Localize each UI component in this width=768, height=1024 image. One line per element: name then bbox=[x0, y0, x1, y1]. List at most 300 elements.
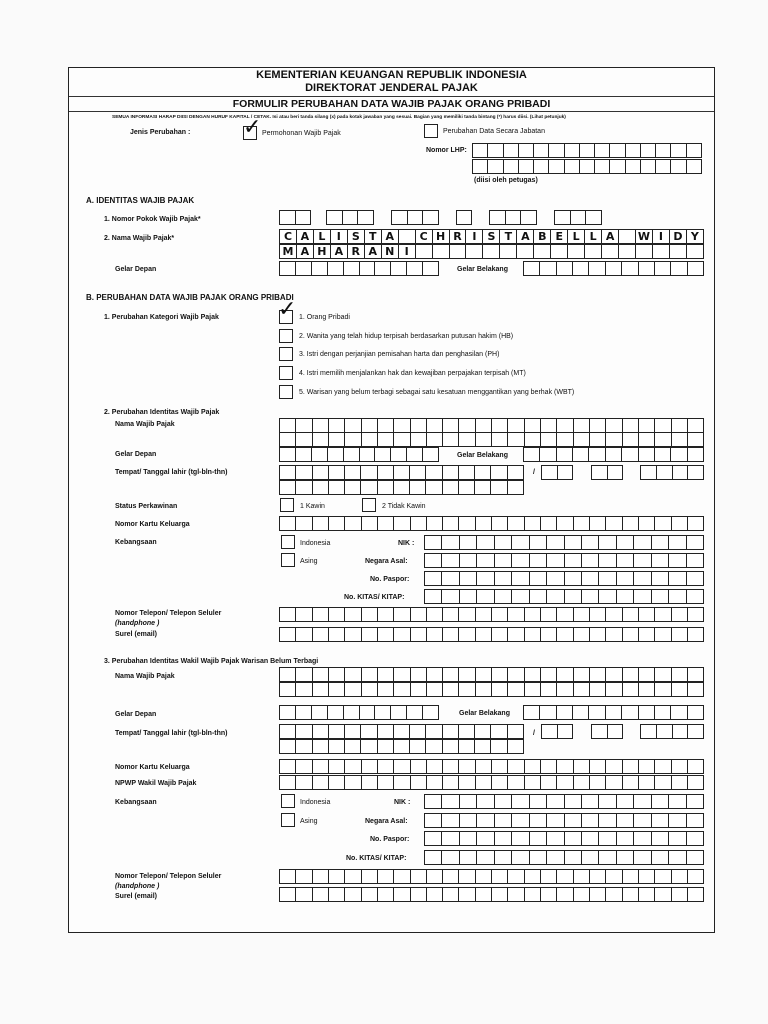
char-cell[interactable] bbox=[688, 466, 703, 479]
char-cell[interactable] bbox=[639, 448, 655, 461]
char-cell[interactable] bbox=[688, 668, 703, 681]
char-cell[interactable] bbox=[416, 245, 433, 258]
char-cell[interactable] bbox=[547, 572, 564, 585]
char-cell[interactable] bbox=[328, 706, 344, 719]
char-cell[interactable] bbox=[378, 419, 394, 432]
char-cell[interactable] bbox=[542, 466, 558, 479]
char-cell[interactable]: A bbox=[382, 230, 399, 243]
char-cell[interactable] bbox=[508, 481, 523, 494]
char-cell[interactable] bbox=[512, 832, 529, 845]
char-cell[interactable] bbox=[512, 572, 529, 585]
char-cell[interactable] bbox=[639, 262, 655, 275]
char-cell[interactable] bbox=[296, 608, 312, 621]
char-cell[interactable] bbox=[606, 262, 622, 275]
char-cell[interactable] bbox=[394, 433, 410, 446]
char-cell[interactable] bbox=[655, 262, 671, 275]
char-cell[interactable] bbox=[460, 536, 477, 549]
char-cell[interactable] bbox=[541, 870, 557, 883]
char-cell[interactable] bbox=[590, 776, 606, 789]
char-cell[interactable] bbox=[411, 888, 427, 901]
char-cell[interactable] bbox=[313, 776, 329, 789]
char-cell[interactable] bbox=[427, 776, 443, 789]
char-cell[interactable] bbox=[547, 536, 564, 549]
char-cell[interactable] bbox=[362, 888, 378, 901]
char-cell[interactable] bbox=[688, 683, 703, 696]
char-cell[interactable] bbox=[657, 725, 673, 738]
char-cell[interactable] bbox=[280, 776, 296, 789]
char-cell[interactable] bbox=[565, 554, 582, 567]
char-cell[interactable]: Y bbox=[690, 230, 699, 243]
char-cell[interactable] bbox=[574, 888, 590, 901]
char-cell[interactable] bbox=[343, 211, 359, 224]
char-cell[interactable] bbox=[296, 481, 312, 494]
char-cell[interactable] bbox=[655, 683, 671, 696]
char-cell[interactable] bbox=[541, 760, 557, 773]
char-cell[interactable] bbox=[492, 760, 508, 773]
char-cell[interactable] bbox=[671, 160, 686, 173]
char-cell[interactable] bbox=[491, 725, 507, 738]
char-cell[interactable] bbox=[656, 160, 671, 173]
char-cell[interactable] bbox=[669, 832, 686, 845]
char-cell[interactable] bbox=[378, 628, 394, 641]
char-cell[interactable] bbox=[672, 628, 688, 641]
char-cell[interactable]: A bbox=[297, 230, 314, 243]
char-cell[interactable]: I bbox=[653, 230, 670, 243]
char-cell[interactable] bbox=[672, 776, 688, 789]
char-cell[interactable] bbox=[541, 433, 557, 446]
char-cell[interactable] bbox=[525, 683, 541, 696]
char-cell[interactable] bbox=[459, 608, 475, 621]
char-cell[interactable] bbox=[427, 628, 443, 641]
char-cell[interactable] bbox=[492, 433, 508, 446]
char-cell[interactable] bbox=[590, 668, 606, 681]
char-cell[interactable] bbox=[296, 448, 312, 461]
char-cell[interactable] bbox=[425, 554, 442, 567]
char-cell[interactable] bbox=[672, 433, 688, 446]
char-cell[interactable] bbox=[443, 466, 459, 479]
char-cell[interactable]: A bbox=[602, 230, 619, 243]
char-cell[interactable] bbox=[394, 740, 410, 753]
char-cell[interactable] bbox=[639, 683, 655, 696]
char-cell[interactable] bbox=[442, 590, 459, 603]
char-cell[interactable] bbox=[345, 628, 361, 641]
char-cell[interactable] bbox=[590, 419, 606, 432]
char-cell[interactable] bbox=[530, 572, 547, 585]
char-cell[interactable] bbox=[512, 851, 529, 864]
char-cell[interactable] bbox=[443, 870, 459, 883]
char-cell[interactable] bbox=[639, 760, 655, 773]
char-cell[interactable] bbox=[280, 211, 296, 224]
char-cell[interactable] bbox=[580, 144, 595, 157]
char-cell[interactable] bbox=[586, 211, 601, 224]
char-cell[interactable] bbox=[443, 683, 459, 696]
char-cell[interactable] bbox=[622, 262, 638, 275]
char-cell[interactable] bbox=[375, 706, 391, 719]
b-nama-row-1[interactable] bbox=[279, 418, 704, 433]
char-cell[interactable] bbox=[565, 572, 582, 585]
char-cell[interactable] bbox=[519, 144, 534, 157]
char-cell[interactable] bbox=[411, 517, 427, 530]
char-cell[interactable] bbox=[655, 608, 671, 621]
char-cell[interactable] bbox=[687, 851, 703, 864]
jenis-jabatan-checkbox[interactable] bbox=[424, 124, 438, 138]
char-cell[interactable] bbox=[547, 832, 564, 845]
char-cell[interactable] bbox=[652, 536, 669, 549]
char-cell[interactable] bbox=[606, 706, 622, 719]
char-cell[interactable] bbox=[362, 668, 378, 681]
char-cell[interactable] bbox=[427, 517, 443, 530]
char-cell[interactable] bbox=[657, 466, 673, 479]
char-cell[interactable] bbox=[574, 683, 590, 696]
w-kitas-input[interactable] bbox=[424, 850, 704, 865]
char-cell[interactable] bbox=[399, 230, 416, 243]
npwp-group-1[interactable] bbox=[279, 210, 311, 225]
w-nik-input[interactable] bbox=[424, 794, 704, 809]
char-cell[interactable] bbox=[541, 683, 557, 696]
char-cell[interactable]: L bbox=[585, 230, 602, 243]
char-cell[interactable] bbox=[623, 776, 639, 789]
char-cell[interactable] bbox=[476, 419, 492, 432]
char-cell[interactable] bbox=[296, 668, 312, 681]
char-cell[interactable] bbox=[495, 572, 512, 585]
w-kk-input[interactable] bbox=[279, 759, 704, 774]
char-cell[interactable] bbox=[329, 433, 345, 446]
char-cell[interactable] bbox=[296, 725, 312, 738]
gelar-belakang-input[interactable] bbox=[523, 261, 704, 276]
char-cell[interactable]: C bbox=[416, 230, 433, 243]
char-cell[interactable] bbox=[687, 832, 703, 845]
nama-wp-row-1[interactable] bbox=[279, 229, 704, 244]
char-cell[interactable] bbox=[492, 870, 508, 883]
char-cell[interactable] bbox=[362, 608, 378, 621]
kategori-ph-checkbox[interactable] bbox=[279, 347, 293, 361]
char-cell[interactable] bbox=[459, 628, 475, 641]
char-cell[interactable] bbox=[617, 851, 634, 864]
char-cell[interactable] bbox=[296, 776, 312, 789]
char-cell[interactable] bbox=[442, 814, 459, 827]
char-cell[interactable] bbox=[530, 554, 547, 567]
char-cell[interactable] bbox=[639, 628, 655, 641]
char-cell[interactable] bbox=[378, 725, 394, 738]
char-cell[interactable] bbox=[443, 517, 459, 530]
char-cell[interactable] bbox=[652, 832, 669, 845]
char-cell[interactable] bbox=[622, 706, 638, 719]
char-cell[interactable] bbox=[671, 144, 686, 157]
char-cell[interactable] bbox=[558, 725, 573, 738]
char-cell[interactable] bbox=[460, 554, 477, 567]
char-cell[interactable] bbox=[378, 481, 394, 494]
char-cell[interactable] bbox=[313, 481, 329, 494]
char-cell[interactable] bbox=[617, 572, 634, 585]
char-cell[interactable] bbox=[652, 851, 669, 864]
char-cell[interactable] bbox=[512, 590, 529, 603]
char-cell[interactable] bbox=[617, 536, 634, 549]
char-cell[interactable] bbox=[688, 888, 703, 901]
w-gelar-depan-input[interactable] bbox=[279, 705, 439, 720]
char-cell[interactable] bbox=[508, 668, 524, 681]
char-cell[interactable] bbox=[313, 870, 329, 883]
char-cell[interactable] bbox=[345, 433, 361, 446]
char-cell[interactable] bbox=[427, 419, 443, 432]
char-cell[interactable] bbox=[565, 814, 582, 827]
char-cell[interactable] bbox=[296, 466, 312, 479]
char-cell[interactable] bbox=[459, 517, 475, 530]
char-cell[interactable] bbox=[557, 628, 573, 641]
b-indonesia-checkbox[interactable] bbox=[281, 535, 295, 549]
char-cell[interactable] bbox=[459, 466, 475, 479]
char-cell[interactable] bbox=[589, 262, 605, 275]
char-cell[interactable] bbox=[344, 262, 360, 275]
w-tempat-row-1[interactable] bbox=[279, 724, 524, 739]
char-cell[interactable] bbox=[411, 760, 427, 773]
char-cell[interactable] bbox=[280, 760, 296, 773]
char-cell[interactable] bbox=[512, 536, 529, 549]
char-cell[interactable] bbox=[585, 245, 602, 258]
char-cell[interactable] bbox=[408, 211, 424, 224]
char-cell[interactable] bbox=[443, 740, 459, 753]
char-cell[interactable] bbox=[394, 608, 410, 621]
kategori-mt-checkbox[interactable] bbox=[279, 366, 293, 380]
char-cell[interactable] bbox=[394, 776, 410, 789]
w-gelar-belakang-input[interactable] bbox=[523, 705, 704, 720]
b-thn-input[interactable] bbox=[640, 465, 704, 480]
char-cell[interactable] bbox=[504, 144, 519, 157]
char-cell[interactable] bbox=[483, 245, 500, 258]
char-cell[interactable] bbox=[391, 262, 407, 275]
char-cell[interactable] bbox=[495, 795, 512, 808]
char-cell[interactable] bbox=[606, 683, 622, 696]
char-cell[interactable] bbox=[476, 776, 492, 789]
char-cell[interactable] bbox=[673, 466, 689, 479]
char-cell[interactable] bbox=[547, 554, 564, 567]
char-cell[interactable] bbox=[476, 683, 492, 696]
char-cell[interactable] bbox=[423, 448, 438, 461]
char-cell[interactable] bbox=[345, 870, 361, 883]
char-cell[interactable] bbox=[582, 554, 599, 567]
char-cell[interactable] bbox=[688, 608, 703, 621]
char-cell[interactable] bbox=[508, 683, 524, 696]
char-cell[interactable]: S bbox=[348, 230, 365, 243]
char-cell[interactable] bbox=[329, 725, 345, 738]
char-cell[interactable]: H bbox=[433, 230, 450, 243]
char-cell[interactable] bbox=[360, 706, 376, 719]
char-cell[interactable] bbox=[672, 683, 688, 696]
b-negara-input[interactable] bbox=[424, 553, 704, 568]
char-cell[interactable] bbox=[425, 536, 442, 549]
char-cell[interactable] bbox=[623, 517, 639, 530]
char-cell[interactable] bbox=[534, 160, 549, 173]
char-cell[interactable] bbox=[329, 628, 345, 641]
char-cell[interactable] bbox=[606, 517, 622, 530]
char-cell[interactable]: A bbox=[517, 230, 534, 243]
char-cell[interactable]: I bbox=[399, 245, 416, 258]
w-negara-input[interactable] bbox=[424, 813, 704, 828]
b-bln-input[interactable] bbox=[591, 465, 623, 480]
char-cell[interactable] bbox=[426, 466, 442, 479]
char-cell[interactable] bbox=[345, 517, 361, 530]
char-cell[interactable] bbox=[551, 245, 568, 258]
char-cell[interactable] bbox=[582, 832, 599, 845]
char-cell[interactable] bbox=[411, 419, 427, 432]
char-cell[interactable] bbox=[582, 572, 599, 585]
char-cell[interactable] bbox=[328, 448, 344, 461]
char-cell[interactable] bbox=[313, 608, 329, 621]
char-cell[interactable] bbox=[450, 245, 467, 258]
char-cell[interactable] bbox=[573, 706, 589, 719]
char-cell[interactable] bbox=[672, 668, 688, 681]
npwp-group-5[interactable] bbox=[489, 210, 537, 225]
b-surel-input[interactable] bbox=[279, 627, 704, 642]
char-cell[interactable] bbox=[495, 832, 512, 845]
char-cell[interactable] bbox=[688, 706, 703, 719]
kategori-wbt-checkbox[interactable] bbox=[279, 385, 293, 399]
char-cell[interactable] bbox=[443, 481, 459, 494]
char-cell[interactable] bbox=[296, 517, 312, 530]
char-cell[interactable] bbox=[557, 448, 573, 461]
char-cell[interactable] bbox=[617, 814, 634, 827]
char-cell[interactable]: T bbox=[365, 230, 382, 243]
char-cell[interactable] bbox=[623, 628, 639, 641]
char-cell[interactable] bbox=[606, 628, 622, 641]
char-cell[interactable] bbox=[296, 262, 312, 275]
char-cell[interactable] bbox=[508, 760, 524, 773]
char-cell[interactable] bbox=[358, 211, 373, 224]
char-cell[interactable] bbox=[280, 668, 296, 681]
char-cell[interactable] bbox=[655, 870, 671, 883]
char-cell[interactable] bbox=[378, 740, 394, 753]
char-cell[interactable] bbox=[525, 433, 541, 446]
char-cell[interactable] bbox=[687, 814, 703, 827]
char-cell[interactable] bbox=[362, 419, 378, 432]
char-cell[interactable] bbox=[345, 760, 361, 773]
char-cell[interactable] bbox=[557, 760, 573, 773]
b-tempat-row-2[interactable] bbox=[279, 480, 524, 495]
char-cell[interactable] bbox=[329, 668, 345, 681]
char-cell[interactable] bbox=[345, 740, 361, 753]
char-cell[interactable] bbox=[590, 888, 606, 901]
char-cell[interactable] bbox=[313, 517, 329, 530]
char-cell[interactable] bbox=[574, 870, 590, 883]
char-cell[interactable] bbox=[599, 851, 616, 864]
char-cell[interactable] bbox=[313, 725, 329, 738]
char-cell[interactable] bbox=[495, 536, 512, 549]
char-cell[interactable] bbox=[427, 608, 443, 621]
char-cell[interactable] bbox=[688, 760, 703, 773]
char-cell[interactable] bbox=[459, 725, 475, 738]
char-cell[interactable] bbox=[574, 419, 590, 432]
char-cell[interactable] bbox=[530, 832, 547, 845]
char-cell[interactable] bbox=[329, 740, 345, 753]
char-cell[interactable] bbox=[530, 536, 547, 549]
char-cell[interactable] bbox=[475, 725, 491, 738]
b-kawin-checkbox[interactable] bbox=[280, 498, 294, 512]
char-cell[interactable] bbox=[476, 628, 492, 641]
char-cell[interactable] bbox=[476, 668, 492, 681]
char-cell[interactable] bbox=[361, 481, 377, 494]
char-cell[interactable] bbox=[477, 832, 494, 845]
char-cell[interactable] bbox=[639, 776, 655, 789]
char-cell[interactable] bbox=[599, 590, 616, 603]
char-cell[interactable] bbox=[639, 706, 655, 719]
char-cell[interactable] bbox=[492, 776, 508, 789]
char-cell[interactable] bbox=[378, 433, 394, 446]
char-cell[interactable] bbox=[525, 760, 541, 773]
char-cell[interactable] bbox=[688, 419, 703, 432]
char-cell[interactable] bbox=[610, 144, 625, 157]
char-cell[interactable] bbox=[460, 832, 477, 845]
char-cell[interactable] bbox=[378, 517, 394, 530]
char-cell[interactable] bbox=[608, 466, 623, 479]
char-cell[interactable] bbox=[362, 433, 378, 446]
char-cell[interactable] bbox=[475, 740, 491, 753]
char-cell[interactable] bbox=[426, 740, 442, 753]
char-cell[interactable] bbox=[443, 419, 459, 432]
char-cell[interactable] bbox=[622, 448, 638, 461]
char-cell[interactable] bbox=[639, 870, 655, 883]
char-cell[interactable] bbox=[394, 760, 410, 773]
char-cell[interactable] bbox=[634, 590, 651, 603]
char-cell[interactable] bbox=[427, 888, 443, 901]
char-cell[interactable] bbox=[669, 851, 686, 864]
b-telp-input[interactable] bbox=[279, 607, 704, 622]
char-cell[interactable] bbox=[672, 870, 688, 883]
char-cell[interactable] bbox=[512, 795, 529, 808]
char-cell[interactable] bbox=[423, 262, 438, 275]
char-cell[interactable] bbox=[280, 608, 296, 621]
char-cell[interactable] bbox=[525, 628, 541, 641]
char-cell[interactable] bbox=[410, 740, 426, 753]
char-cell[interactable] bbox=[592, 725, 608, 738]
char-cell[interactable] bbox=[557, 776, 573, 789]
char-cell[interactable] bbox=[492, 628, 508, 641]
char-cell[interactable] bbox=[312, 706, 328, 719]
char-cell[interactable]: D bbox=[670, 230, 687, 243]
char-cell[interactable] bbox=[687, 160, 701, 173]
char-cell[interactable] bbox=[524, 262, 540, 275]
char-cell[interactable] bbox=[557, 433, 573, 446]
char-cell[interactable]: T bbox=[500, 230, 517, 243]
w-paspor-input[interactable] bbox=[424, 831, 704, 846]
char-cell[interactable] bbox=[477, 554, 494, 567]
char-cell[interactable] bbox=[477, 536, 494, 549]
char-cell[interactable] bbox=[394, 725, 410, 738]
char-cell[interactable] bbox=[558, 466, 573, 479]
char-cell[interactable] bbox=[672, 888, 688, 901]
char-cell[interactable] bbox=[617, 832, 634, 845]
char-cell[interactable]: I bbox=[331, 230, 348, 243]
char-cell[interactable] bbox=[671, 448, 687, 461]
char-cell[interactable] bbox=[525, 419, 541, 432]
char-cell[interactable] bbox=[590, 517, 606, 530]
char-cell[interactable] bbox=[525, 668, 541, 681]
b-gelar-depan-input[interactable] bbox=[279, 447, 439, 462]
w-asing-checkbox[interactable] bbox=[281, 813, 295, 827]
char-cell[interactable] bbox=[345, 608, 361, 621]
char-cell[interactable] bbox=[508, 725, 523, 738]
char-cell[interactable] bbox=[329, 683, 345, 696]
w-bln-input[interactable] bbox=[591, 724, 623, 739]
char-cell[interactable] bbox=[655, 668, 671, 681]
char-cell[interactable] bbox=[426, 481, 442, 494]
w-nama-row-1[interactable] bbox=[279, 667, 704, 682]
char-cell[interactable] bbox=[655, 517, 671, 530]
char-cell[interactable] bbox=[641, 725, 657, 738]
w-surel-input[interactable] bbox=[279, 887, 704, 902]
char-cell[interactable] bbox=[492, 888, 508, 901]
char-cell[interactable] bbox=[530, 795, 547, 808]
char-cell[interactable] bbox=[541, 628, 557, 641]
char-cell[interactable] bbox=[280, 706, 296, 719]
